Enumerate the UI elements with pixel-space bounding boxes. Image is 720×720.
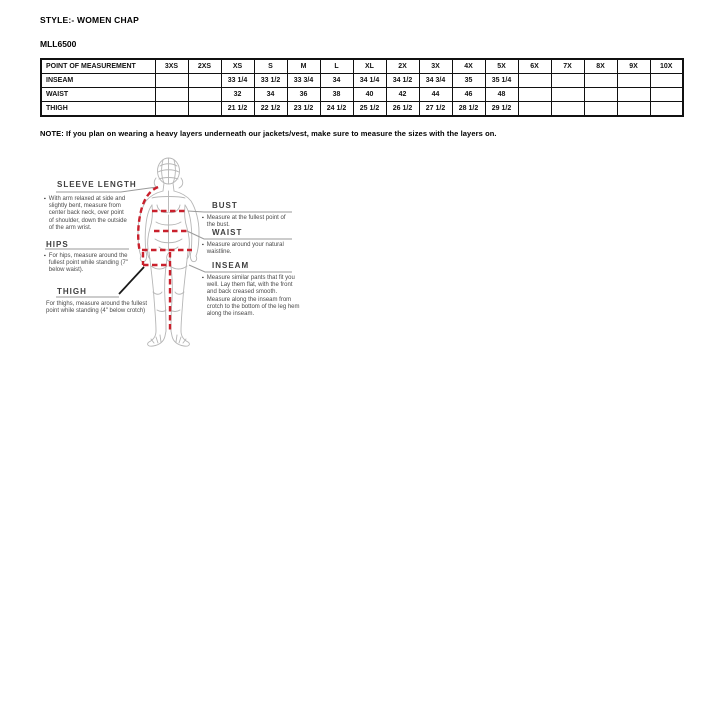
description-text: Measure similar pants that fit you well. Lay them flat, with the front and back creased smooth. Measure along the inseam from crotch to the bottom of the leg hem along the inseam.: [206, 275, 300, 318]
size-value-cell: [518, 88, 551, 102]
size-value-cell: [188, 88, 221, 102]
size-value-cell: 42: [386, 88, 419, 102]
column-header-size: 7X: [551, 59, 584, 74]
size-value-cell: [617, 74, 650, 88]
description-text: Measure at the fullest point of the bust.: [206, 215, 286, 229]
column-header-size: 9X: [617, 59, 650, 74]
row-label: WAIST: [41, 88, 155, 102]
column-header-size: 2XS: [188, 59, 221, 74]
column-header-size: 3XS: [155, 59, 188, 74]
size-value-cell: 22 1/2: [254, 102, 287, 117]
size-value-cell: [650, 88, 683, 102]
size-value-cell: [650, 74, 683, 88]
size-value-cell: 32: [221, 88, 254, 102]
column-header-size: XS: [221, 59, 254, 74]
size-value-cell: [518, 74, 551, 88]
size-value-cell: [617, 102, 650, 117]
size-value-cell: [188, 102, 221, 117]
bust-heading: BUST: [212, 201, 238, 210]
size-value-cell: 34: [320, 74, 353, 88]
size-value-cell: 33 1/2: [254, 74, 287, 88]
thigh-description: [46, 301, 158, 315]
table-row-thigh: [41, 102, 683, 117]
size-value-cell: 28 1/2: [452, 102, 485, 117]
size-value-cell: [584, 88, 617, 102]
thigh-heading: THIGH: [57, 287, 87, 296]
size-value-cell: [551, 74, 584, 88]
inseam-description: [202, 275, 302, 318]
size-value-cell: 48: [485, 88, 518, 102]
size-value-cell: 34 1/2: [386, 74, 419, 88]
bullet-icon: ▪: [44, 253, 46, 259]
column-header-size: L: [320, 59, 353, 74]
column-header-size: S: [254, 59, 287, 74]
waist-description: [202, 242, 290, 256]
table-header-row: [41, 59, 683, 74]
size-chart-table: [40, 58, 684, 117]
size-value-cell: 35: [452, 74, 485, 88]
size-value-cell: 24 1/2: [320, 102, 353, 117]
size-value-cell: 44: [419, 88, 452, 102]
sleeve-length-line: [138, 187, 158, 252]
model-number: MLL6500: [40, 39, 77, 49]
column-header-size: 10X: [650, 59, 683, 74]
bullet-icon: ▪: [44, 196, 46, 202]
bullet-icon: ▪: [202, 275, 204, 281]
size-value-cell: [155, 74, 188, 88]
size-value-cell: [155, 102, 188, 117]
column-header-size: 6X: [518, 59, 551, 74]
size-value-cell: 27 1/2: [419, 102, 452, 117]
size-value-cell: 34 1/4: [353, 74, 386, 88]
size-value-cell: 33 3/4: [287, 74, 320, 88]
size-value-cell: 38: [320, 88, 353, 102]
row-label: INSEAM: [41, 74, 155, 88]
size-value-cell: [584, 102, 617, 117]
size-value-cell: 35 1/4: [485, 74, 518, 88]
size-value-cell: 26 1/2: [386, 102, 419, 117]
waist-heading: WAIST: [212, 228, 243, 237]
size-value-cell: 40: [353, 88, 386, 102]
size-value-cell: 21 1/2: [221, 102, 254, 117]
column-header-size: XL: [353, 59, 386, 74]
column-header-size: 8X: [584, 59, 617, 74]
description-text: With arm relaxed at side and slightly bent, measure from center back neck, over point of shoulder, down the outside of the arm wrist.: [48, 196, 127, 231]
column-header-size: M: [287, 59, 320, 74]
column-header-size: 2X: [386, 59, 419, 74]
size-value-cell: [188, 74, 221, 88]
size-value-cell: 34 3/4: [419, 74, 452, 88]
bullet-icon: ▪: [202, 215, 204, 221]
column-header-point-of-measurement: POINT OF MEASUREMENT: [41, 59, 155, 74]
hips-description: [44, 253, 136, 275]
column-header-size: 3X: [419, 59, 452, 74]
size-value-cell: [155, 88, 188, 102]
size-value-cell: 25 1/2: [353, 102, 386, 117]
size-value-cell: 34: [254, 88, 287, 102]
size-value-cell: [518, 102, 551, 117]
sleeve-length-heading: SLEEVE LENGTH: [57, 180, 137, 189]
note-text: NOTE: If you plan on wearing a heavy layers underneath our jackets/vest, make sure to measure the sizes with the layers on.: [40, 129, 497, 138]
size-value-cell: [551, 88, 584, 102]
column-header-size: 5X: [485, 59, 518, 74]
column-header-size: 4X: [452, 59, 485, 74]
size-value-cell: 29 1/2: [485, 102, 518, 117]
inseam-heading: INSEAM: [212, 261, 250, 270]
size-value-cell: [551, 102, 584, 117]
size-value-cell: [650, 102, 683, 117]
hips-heading: HIPS: [46, 240, 69, 249]
description-text: Measure around your natural waistline.: [206, 242, 284, 256]
table-row-inseam: [41, 74, 683, 88]
size-value-cell: 33 1/4: [221, 74, 254, 88]
table-row-waist: [41, 88, 683, 102]
thigh-line: [143, 252, 169, 265]
sleeve-length-description: [44, 196, 130, 232]
size-value-cell: 23 1/2: [287, 102, 320, 117]
style-title: STYLE:- WOMEN CHAP: [40, 15, 139, 25]
bullet-icon: ▪: [202, 242, 204, 248]
row-label: THIGH: [41, 102, 155, 117]
figure-outline: [138, 158, 199, 346]
description-text: For thighs, measure around the fullest point while standing (4" below crotch): [46, 301, 148, 315]
size-value-cell: [584, 74, 617, 88]
size-value-cell: 46: [452, 88, 485, 102]
description-text: For hips, measure around the fullest point while standing (7" below waist).: [48, 253, 128, 274]
size-value-cell: [617, 88, 650, 102]
size-value-cell: 36: [287, 88, 320, 102]
